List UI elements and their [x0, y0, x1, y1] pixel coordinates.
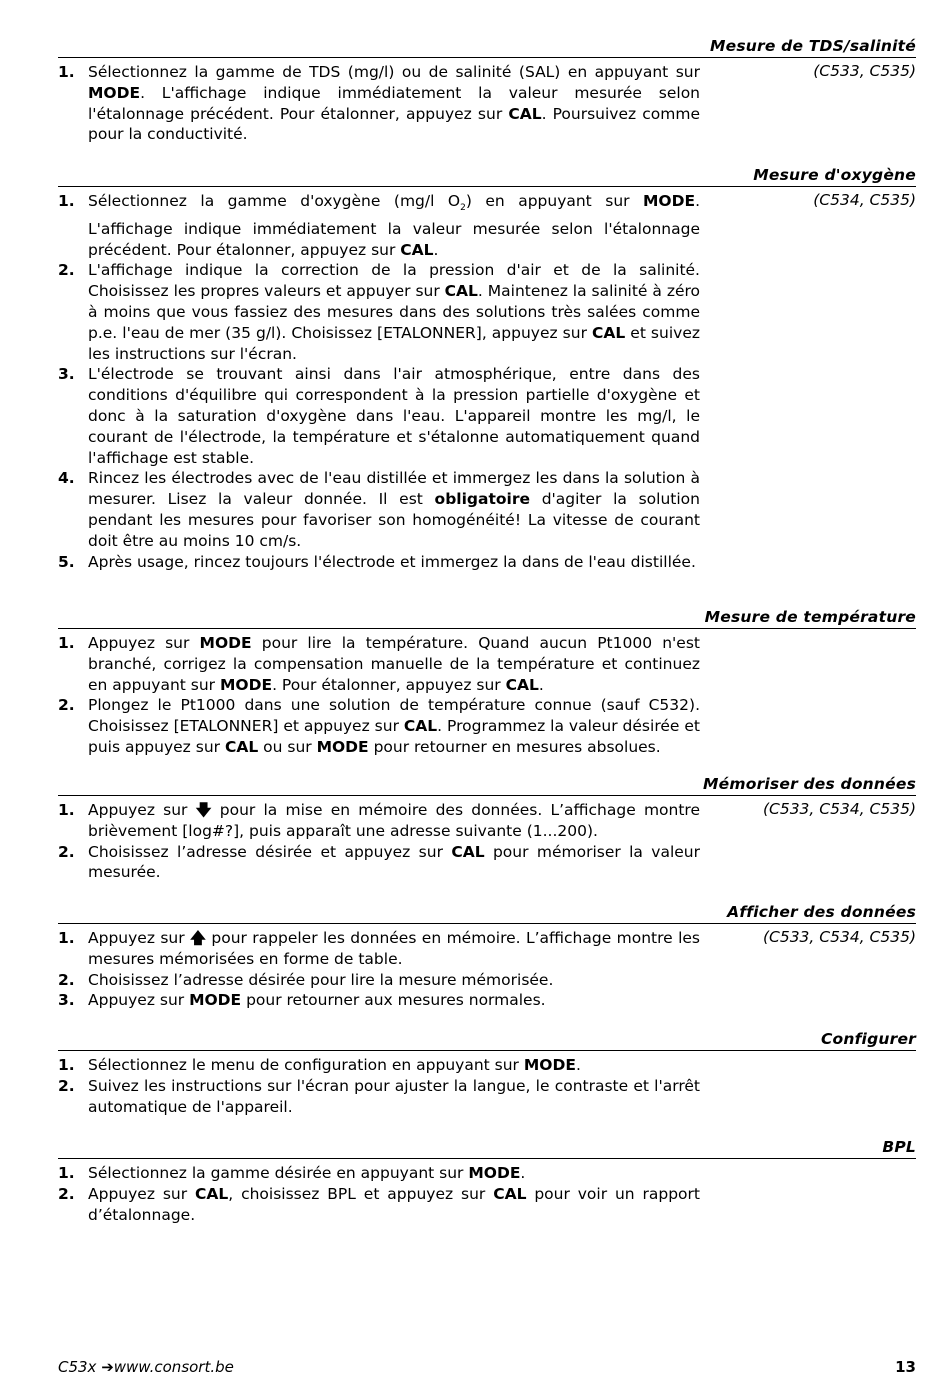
item-number: 3.: [58, 365, 75, 384]
text-run: . Poursuivez comme pour la conductivité.: [88, 104, 700, 144]
bold-term: CAL: [224, 737, 259, 756]
text-run: pour la mise en mémoire des données. L’affichage montre brièvement [log#?], puis apparaît une adresse suivante (1...200).: [88, 801, 701, 840]
text-run: ou sur: [258, 737, 317, 756]
section-models: (C534, C535): [813, 191, 916, 209]
item-number: 2.: [58, 696, 75, 715]
item-number: 1.: [58, 801, 75, 819]
bold-term: 🡅: [190, 929, 206, 947]
text-run: Appuyez sur: [88, 801, 196, 819]
text-run: 2: [460, 203, 466, 214]
text-run: pour rappeler les données en mémoire. L’affichage montre les mesures mémorisées en forme de table.: [88, 929, 701, 968]
bold-term: MODE: [643, 192, 696, 210]
text-run: L'électrode se trouvant ainsi dans l'air atmosphérique, entre dans des conditions d'équilibre qui correspondent à la pression partielle d'oxygène et donc à la saturation d'oxygène dans l'eau. L'appareil montre les mg/l, le courant de l'électrode, la température et s'étalonne automatiquement quand l'affichage est stable.: [88, 365, 700, 467]
bold-term: MODE: [88, 83, 141, 102]
bold-term: MODE: [316, 737, 369, 756]
bold-term: obligatoire: [434, 490, 530, 509]
bold-term: CAL: [508, 104, 542, 123]
text-run: pour voir un rapport d’étalonnage.: [88, 1184, 700, 1224]
list-item: [58, 695, 700, 757]
text-run: Sélectionnez la gamme désirée en appuyant sur: [88, 1164, 469, 1182]
section-bpl: [58, 1137, 916, 1225]
section-title: Mémoriser des données: [58, 774, 916, 796]
instruction-list: [58, 629, 700, 758]
list-item: [58, 629, 700, 695]
instruction-list: [58, 187, 700, 572]
text-run: .: [433, 240, 439, 259]
section-temperature: [58, 607, 916, 758]
bold-term: CAL: [195, 1184, 229, 1203]
text-run: pour retourner aux mesures normales.: [241, 991, 546, 1010]
instruction-list: [58, 1159, 700, 1225]
list-item: [58, 842, 700, 884]
text-run: Appuyez sur: [88, 1184, 195, 1203]
instruction-list: [58, 1051, 700, 1117]
footer-website: C53x ➔www.consort.be: [58, 1358, 234, 1376]
text-run: . Programmez la valeur désirée et puis appuyez sur: [88, 717, 700, 756]
section-title: Mesure de température: [58, 607, 916, 629]
item-number: 3.: [58, 991, 75, 1010]
text-run: . Maintenez la salinité à zéro à moins que vous fassiez des mesures dans des solutions très salées comme p.e. l'eau de mer (35 g/l). Choisissez [ETALONNER], appuyez sur: [88, 282, 701, 342]
bold-term: CAL: [400, 240, 434, 259]
list-item: [58, 1076, 700, 1118]
list-item: [58, 468, 700, 551]
text-run: L'affichage indique la correction de la pression d'air et de la salinité. Choisissez les propres valeurs et appuyer sur: [88, 261, 700, 301]
list-item: [58, 924, 700, 970]
bold-term: CAL: [493, 1184, 527, 1203]
list-item: [58, 990, 700, 1011]
text-run: ) en appuyant sur: [465, 192, 643, 210]
bold-term: MODE: [468, 1164, 521, 1182]
section-models: (C533, C534, C535): [762, 928, 916, 946]
bold-term: CAL: [403, 717, 438, 736]
section-title: Mesure de TDS/salinité: [58, 36, 916, 58]
list-item: [58, 1184, 700, 1226]
text-run: Rincez les électrodes avec de l'eau distillée et immergez les dans la solution à mesurer. Lisez la valeur donnée. Il est: [88, 469, 700, 509]
list-item: [58, 970, 700, 991]
text-run: pour retourner en mesures absolues.: [368, 737, 661, 756]
section-title: BPL: [58, 1137, 916, 1159]
text-run: et suivez les instructions sur l'écran.: [88, 323, 700, 363]
list-item: [58, 552, 700, 573]
text-run: Après usage, rincez toujours l'électrode et immergez la dans de l'eau distillée.: [88, 552, 696, 571]
section-oxygen: [58, 165, 916, 572]
item-number: 1.: [58, 63, 75, 81]
text-run: Choisissez l’adresse désirée pour lire la mesure mémorisée.: [88, 970, 554, 989]
list-item: [58, 796, 700, 842]
text-run: pour lire la température. Quand aucun Pt1000 n'est branché, corrigez la compensation manuelle de la température et continuez en appuyant sur: [88, 634, 700, 694]
text-run: Appuyez sur: [88, 929, 191, 947]
list-item: [58, 1051, 700, 1076]
section-title: Afficher des données: [58, 902, 916, 924]
item-number: 1.: [58, 192, 75, 210]
section-title: Mesure d'oxygène: [58, 165, 916, 187]
text-run: Sélectionnez la gamme de TDS (mg/l) ou de salinité (SAL) en appuyant sur: [88, 63, 700, 81]
bold-term: 🡇: [195, 801, 212, 819]
text-run: .: [520, 1164, 526, 1182]
bold-term: MODE: [189, 991, 242, 1010]
text-run: .: [538, 675, 544, 694]
text-run: Sélectionnez la gamme d'oxygène (mg/l O: [88, 192, 461, 210]
bold-term: CAL: [444, 282, 478, 301]
section-display-data: [58, 902, 916, 1011]
section-tds-salinity: [58, 36, 916, 145]
text-run: Appuyez sur: [88, 991, 190, 1010]
item-number: 1.: [58, 634, 75, 652]
list-item: [58, 58, 700, 145]
text-run: Choisissez l’adresse désirée et appuyez sur: [88, 842, 452, 861]
section-title: Configurer: [58, 1029, 916, 1051]
list-item: [58, 1159, 700, 1184]
item-number: 1.: [58, 1056, 75, 1074]
text-run: pour mémoriser la valeur mesurée.: [88, 842, 700, 882]
text-run: Appuyez sur: [88, 634, 200, 652]
text-run: Suivez les instructions sur l'écran pour ajuster la langue, le contraste et l'arrêt automatique de l'appareil.: [88, 1076, 700, 1116]
text-run: Plongez le Pt1000 dans une solution de température connue (sauf C532). Choisissez [ETALONNER] et appuyez sur: [88, 696, 700, 736]
bold-term: MODE: [199, 634, 252, 652]
list-item: [58, 364, 700, 468]
instruction-list: [58, 58, 700, 145]
bold-term: CAL: [505, 675, 539, 694]
list-item: [58, 187, 700, 260]
item-number: 4.: [58, 469, 75, 488]
item-number: 2.: [58, 970, 75, 989]
item-number: 2.: [58, 1076, 75, 1095]
text-run: .: [575, 1056, 581, 1074]
text-run: . L'affichage indique immédiatement la valeur mesurée selon l'étalonnage précédent. Pour étalonner, appuyez sur: [88, 192, 700, 259]
instruction-list: [58, 924, 700, 1011]
item-number: 2.: [58, 261, 75, 280]
item-number: 1.: [58, 1164, 75, 1182]
bold-term: CAL: [592, 323, 626, 342]
text-run: d'agiter la solution pendant les mesures pour favoriser son homogénéité! La vitesse de courant doit être au moins 10 cm/s.: [88, 490, 700, 550]
bold-term: MODE: [523, 1056, 576, 1074]
instruction-list: [58, 796, 700, 883]
item-number: 5.: [58, 552, 75, 571]
section-configure: [58, 1029, 916, 1117]
text-run: . L'affichage indique immédiatement la valeur mesurée selon l'étalonnage précédent. Pour étalonner, appuyez sur: [88, 83, 700, 123]
item-number: 2.: [58, 842, 75, 861]
section-store-data: [58, 774, 916, 883]
section-models: (C533, C535): [813, 62, 916, 80]
page-number: 13: [895, 1358, 916, 1376]
text-run: . Pour étalonner, appuyez sur: [272, 675, 506, 694]
item-number: 2.: [58, 1184, 75, 1203]
text-run: , choisissez BPL et appuyez sur: [228, 1184, 494, 1203]
text-run: Sélectionnez le menu de configuration en appuyant sur: [88, 1056, 524, 1074]
list-item: [58, 260, 700, 364]
item-number: 1.: [58, 929, 75, 947]
section-models: (C533, C534, C535): [762, 800, 916, 818]
bold-term: MODE: [220, 675, 273, 694]
bold-term: CAL: [451, 842, 485, 861]
